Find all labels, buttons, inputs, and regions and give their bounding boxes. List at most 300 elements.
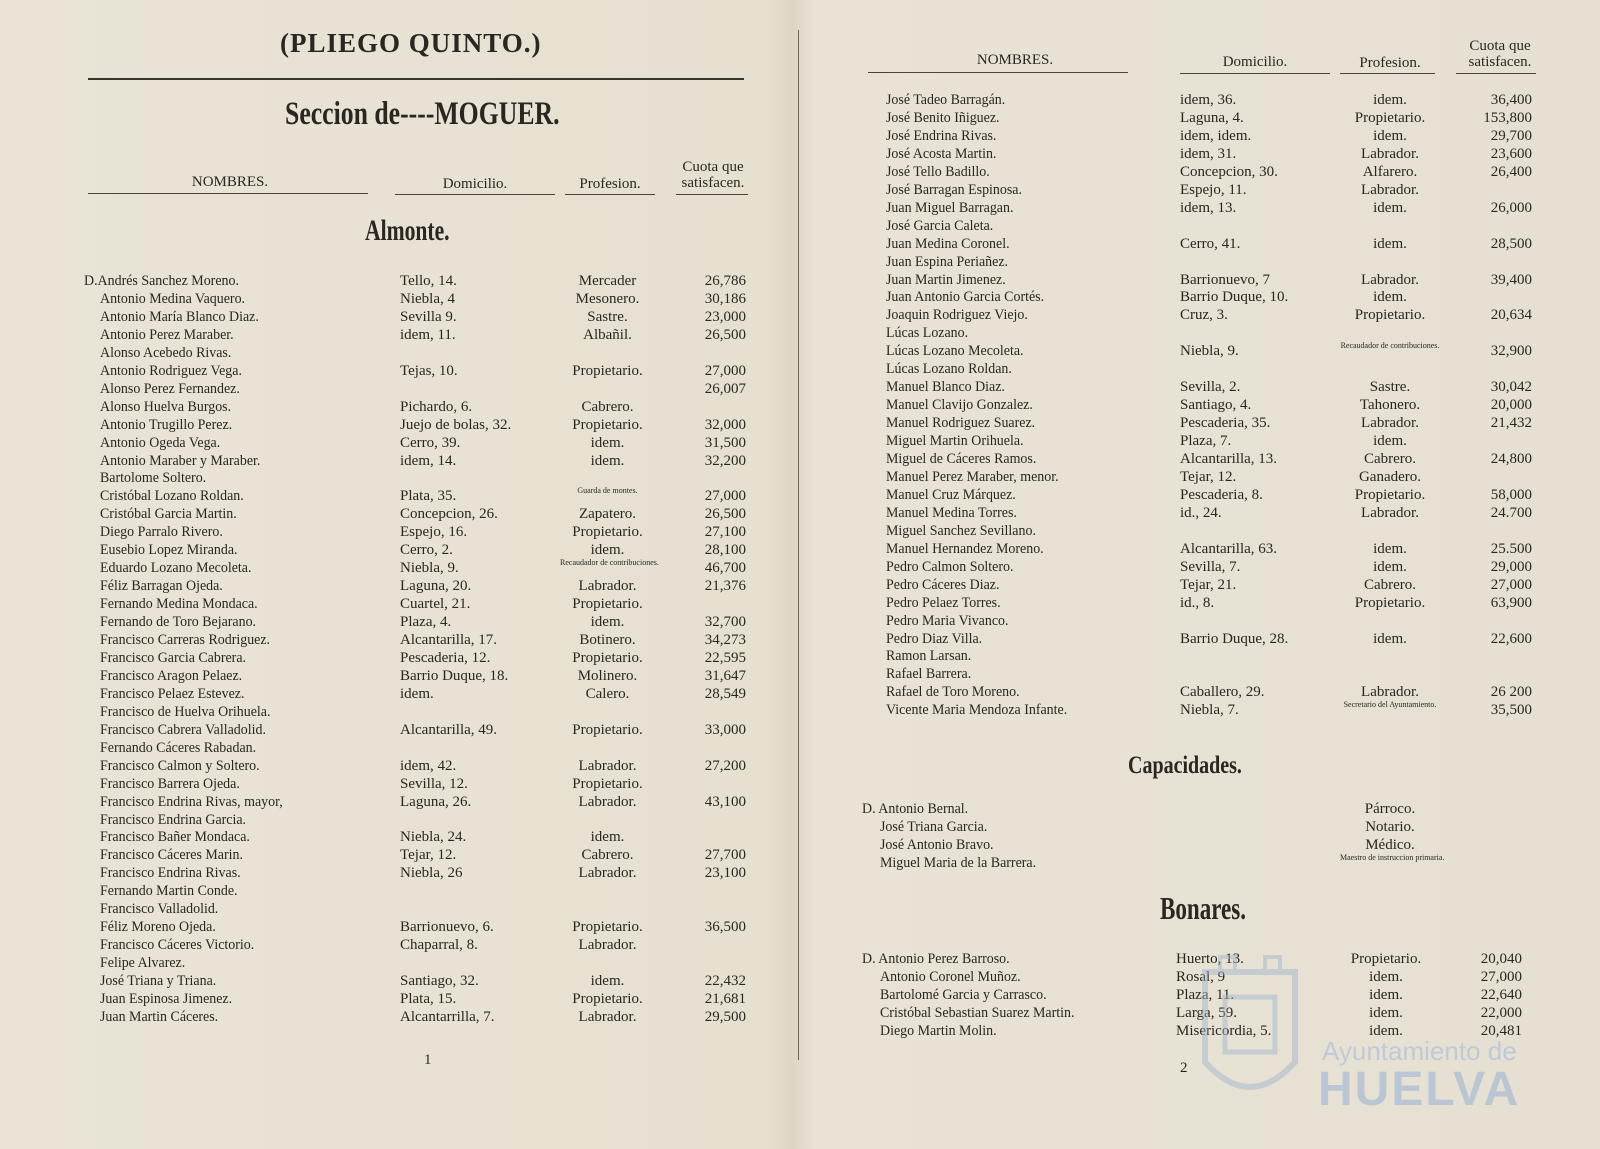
row-profesion: Propietario. — [572, 416, 643, 433]
row-name: Juan Antonio Garcia Cortés. — [886, 289, 1045, 306]
row-name: Pedro Diaz Villa. — [886, 630, 983, 647]
row-domicilio: Alcantarilla, 17. — [400, 632, 498, 648]
row-cuota: 21,376 — [704, 578, 746, 595]
row-profesion: idem. — [1373, 235, 1407, 252]
row-cuota: 26,786 — [704, 273, 746, 289]
row-domicilio: idem, 36. — [1180, 92, 1237, 108]
header-underline — [1456, 73, 1536, 74]
row-domicilio: Barrio Duque, 10. — [1180, 289, 1289, 306]
row-name: Joaquin Rodriguez Viejo. — [886, 307, 1028, 324]
row-cuota: 25.500 — [1490, 540, 1532, 557]
row-name: Manuel Medina Torres. — [886, 504, 1017, 521]
row-domicilio: Espejo, 11. — [1180, 181, 1247, 198]
row-domicilio: Tejar, 12. — [1180, 468, 1237, 485]
header-underline — [868, 72, 1128, 73]
row-domicilio: Cruz, 3. — [1180, 307, 1228, 324]
row-domicilio: Pescaderia, 12. — [400, 649, 491, 666]
row-profesion: Propietario. — [572, 649, 643, 666]
row-profesion: Propietario. — [572, 596, 643, 613]
row-name: Féliz Barragan Ojeda. — [100, 578, 223, 595]
row-domicilio: Plata, 15. — [400, 991, 457, 1007]
watermark-shield-icon — [1195, 952, 1305, 1112]
row-profesion: Labrador. — [578, 757, 637, 774]
row-name: Francisco Bañer Mondaca. — [100, 829, 250, 846]
row-cuota: 36,500 — [704, 919, 746, 936]
page-number-right: 2 — [1180, 1060, 1188, 1076]
row-name: Francisco de Huelva Orihuela. — [100, 703, 271, 720]
row-profesion: Propietario. — [572, 991, 643, 1007]
header-rule — [88, 78, 744, 80]
row-profesion: Propietario. — [1354, 486, 1426, 503]
row-cuota: 30,042 — [1490, 379, 1532, 396]
row-domicilio: Rosal, 9 — [1176, 968, 1226, 985]
row-profesion: idem. — [1369, 986, 1403, 1003]
row-name: Antonio Coronel Muñoz. — [880, 968, 1021, 985]
row-cuota: 23,600 — [1490, 145, 1532, 162]
row-name: José Garcia Caleta. — [886, 217, 994, 234]
row-name: Francisco Endrina Rivas. — [100, 865, 241, 882]
row-name: Eduardo Lozano Mecoleta. — [100, 560, 252, 577]
row-cuota: 58,000 — [1490, 486, 1532, 503]
row-name: Rafael de Toro Moreno. — [886, 684, 1020, 701]
col-header-cuota-line1: Cuota que — [682, 159, 744, 175]
row-name: Cristóbal Lozano Roldan. — [100, 488, 244, 505]
row-name: Antonio Maraber y Maraber. — [100, 452, 261, 469]
row-cuota: 24,800 — [1490, 451, 1532, 467]
header-underline — [1180, 73, 1330, 74]
row-profesion: Labrador. — [1361, 181, 1419, 198]
row-cuota: 27,100 — [704, 524, 746, 541]
row-name: José Antonio Bravo. — [880, 836, 994, 853]
row-cuota: 21,681 — [704, 991, 746, 1007]
row-profesion: Molinero. — [577, 667, 638, 684]
row-cuota: 20,634 — [1490, 307, 1532, 324]
row-name: Pedro Pelaez Torres. — [886, 594, 1001, 611]
row-domicilio: Alcantarilla, 13. — [1180, 451, 1278, 467]
row-profesion: Propietario. — [572, 775, 643, 792]
row-profesion: idem. — [1369, 1004, 1403, 1021]
row-cuota: 153,800 — [1483, 109, 1532, 126]
row-domicilio: Alcantarilla, 49. — [400, 721, 498, 738]
row-cuota: 27,000 — [704, 488, 746, 505]
row-profesion: Sastre. — [587, 308, 628, 325]
row-name: D. Antonio Bernal. — [862, 801, 969, 817]
row-domicilio: Pichardo, 6. — [400, 398, 473, 415]
row-profesion: idem. — [590, 452, 625, 469]
row-domicilio: Santiago, 4. — [1180, 397, 1252, 414]
row-name: Antonio María Blanco Diaz. — [100, 308, 259, 325]
row-name: Alonso Acebedo Rivas. — [100, 344, 232, 361]
banner-title: (PLIEGO QUINTO.) — [280, 28, 542, 58]
row-profesion: idem. — [590, 614, 625, 631]
row-name: José Endrina Rivas. — [886, 127, 997, 144]
header-underline — [676, 194, 748, 195]
row-name: Pedro Calmon Soltero. — [886, 558, 1014, 575]
row-cuota: 43,100 — [704, 793, 746, 810]
row-name: Fernando de Toro Bejarano. — [100, 614, 257, 631]
row-domicilio: Tejar, 12. — [400, 847, 457, 864]
row-domicilio: Sevilla, 7. — [1180, 558, 1241, 575]
row-name: Fernando Cáceres Rabadan. — [100, 739, 257, 756]
row-domicilio: Barrio Duque, 18. — [400, 667, 509, 684]
row-name: Francisco Valladolid. — [100, 901, 219, 918]
row-cuota: 20,481 — [1480, 1022, 1522, 1039]
row-name: Fernando Medina Mondaca. — [100, 596, 258, 613]
row-domicilio: Laguna, 4. — [1180, 109, 1244, 126]
row-name: Francisco Pelaez Estevez. — [100, 685, 245, 702]
row-domicilio: Niebla, 26 — [400, 865, 463, 882]
row-profesion: Propietario. — [572, 721, 643, 738]
row-profesion: Labrador. — [1361, 271, 1419, 288]
row-domicilio: idem, 14. — [400, 452, 457, 469]
row-profesion: Labrador. — [1361, 504, 1419, 521]
row-name: Manuel Perez Maraber, menor. — [886, 468, 1059, 485]
row-profesion: Sastre. — [1369, 379, 1411, 396]
row-name: Rafael Barrera. — [886, 666, 972, 683]
row-domicilio: Laguna, 20. — [400, 578, 472, 595]
row-name: Juan Espinosa Jimenez. — [100, 991, 233, 1007]
row-cuota: 26,500 — [704, 506, 746, 523]
row-domicilio: Barrionuevo, 7 — [1180, 271, 1270, 288]
row-domicilio: id., 24. — [1180, 504, 1222, 521]
row-profesion: Cabrero. — [1363, 451, 1417, 467]
col-header-cuota-right — [1450, 38, 1550, 70]
row-name: Miguel Sanchez Sevillano. — [886, 522, 1036, 539]
row-cuota: 26,000 — [1490, 199, 1532, 216]
row-name: Antonio Medina Vaquero. — [100, 290, 246, 307]
row-name: Vicente Maria Mendoza Infante. — [886, 702, 1068, 719]
row-name: Diego Martin Molin. — [880, 1022, 997, 1039]
row-profesion: Mesonero. — [575, 290, 640, 307]
row-domicilio: Pescaderia, 35. — [1180, 415, 1271, 432]
row-cuota: 27,000 — [1490, 576, 1532, 593]
row-name: Francisco Cabrera Valladolid. — [100, 721, 266, 738]
watermark-line2: HUELVA — [1318, 1063, 1521, 1116]
row-cuota: 31,500 — [704, 434, 746, 451]
row-name: Antonio Trugillo Perez. — [100, 416, 233, 433]
page-fold — [798, 30, 799, 1060]
row-name: José Barragan Espinosa. — [886, 181, 1022, 198]
row-name: Juan Medina Coronel. — [886, 235, 1010, 252]
row-profesion: Mercader — [578, 273, 637, 289]
row-cuota: 27,000 — [704, 362, 746, 379]
row-cuota: 23,000 — [704, 308, 746, 325]
header-underline — [565, 194, 655, 195]
row-profesion: Labrador. — [1361, 684, 1419, 701]
row-cuota: 39,400 — [1490, 271, 1532, 288]
row-domicilio: Cuartel, 21. — [400, 596, 471, 613]
row-domicilio: Caballero, 29. — [1180, 684, 1265, 701]
row-profesion: Cabrero. — [581, 398, 634, 415]
row-name: D. Antonio Perez Barroso. — [862, 951, 1010, 967]
row-profesion: Propietario. — [1354, 594, 1426, 611]
row-domicilio: idem, 13. — [1180, 199, 1237, 216]
row-domicilio: Niebla, 4 — [400, 290, 455, 307]
col-header-cuota-line1: Cuota que — [1469, 38, 1531, 54]
row-profesion: Labrador. — [578, 937, 637, 954]
row-name: Lúcas Lozano Roldan. — [886, 361, 1012, 378]
row-name: José Benito Iñiguez. — [886, 109, 1000, 126]
row-name: Juan Espina Periañez. — [886, 253, 1009, 270]
row-cuota: 29,000 — [1490, 558, 1532, 575]
col-header-domicilio-right: Domicilio. — [1222, 54, 1288, 70]
row-name: Cristóbal Sebastian Suarez Martin. — [880, 1004, 1075, 1021]
row-profesion: Propietario. — [1350, 951, 1422, 967]
row-cuota: 32,900 — [1490, 343, 1532, 360]
row-cuota: 22,640 — [1480, 986, 1522, 1003]
row-cuota: 22,595 — [704, 649, 746, 666]
row-name: Féliz Moreno Ojeda. — [100, 919, 216, 936]
row-name: Eusebio Lopez Miranda. — [100, 542, 238, 559]
row-cuota: 22,600 — [1490, 630, 1532, 647]
row-profesion: Secretario del Ayuntamiento. — [1343, 700, 1437, 710]
row-name: Antonio Ogeda Vega. — [100, 434, 221, 451]
row-domicilio: Cerro, 2. — [400, 542, 453, 559]
row-name: Manuel Cruz Márquez. — [886, 486, 1016, 503]
row-domicilio: Huerto, 13. — [1176, 951, 1244, 967]
row-domicilio: Cerro, 41. — [1180, 235, 1241, 252]
row-domicilio: Juejo de bolas, 32. — [400, 416, 512, 433]
row-profesion: idem. — [1373, 540, 1407, 557]
row-domicilio: Tejar, 21. — [1180, 576, 1237, 593]
row-profesion: idem. — [1373, 433, 1407, 450]
row-name: José Acosta Martin. — [886, 145, 997, 162]
row-name: Miguel de Cáceres Ramos. — [886, 451, 1037, 467]
row-domicilio: Sevilla, 2. — [1180, 379, 1241, 396]
row-profesion: idem. — [1373, 127, 1407, 144]
row-profesion: Labrador. — [578, 1008, 637, 1025]
row-cuota: 22,432 — [704, 973, 746, 990]
col-header-cuota-line2: satisfacen. — [1468, 54, 1532, 70]
row-domicilio: idem, 31. — [1180, 145, 1237, 162]
capacidades-heading: Capacidades. — [1128, 752, 1242, 779]
row-name: José Tadeo Barragán. — [886, 92, 1006, 108]
row-cuota: 20,040 — [1480, 951, 1522, 967]
row-profesion: Propietario. — [1354, 109, 1426, 126]
col-header-nombres: NOMBRES. — [191, 174, 269, 190]
row-domicilio: Plaza, 4. — [400, 614, 452, 631]
row-domicilio: Tello, 14. — [400, 273, 457, 289]
row-domicilio: id., 8. — [1180, 594, 1215, 611]
row-cuota: 33,000 — [704, 721, 746, 738]
row-cuota: 28,549 — [704, 685, 746, 702]
row-name: Fernando Martin Conde. — [100, 883, 238, 900]
row-profesion: Zapatero. — [578, 506, 637, 523]
row-cuota: 32,700 — [704, 614, 746, 631]
row-profesion: idem. — [590, 542, 625, 559]
row-cuota: 27,000 — [1480, 968, 1522, 985]
row-name: Diego Parralo Rivero. — [100, 524, 223, 541]
row-profesion: Labrador. — [1361, 145, 1419, 162]
row-name: Lúcas Lozano. — [886, 325, 969, 342]
row-name: Juan Martin Cáceres. — [100, 1008, 219, 1025]
row-cuota: 24.700 — [1490, 504, 1532, 521]
row-cuota: 29,700 — [1490, 127, 1532, 144]
row-domicilio: Niebla, 9. — [400, 560, 459, 577]
row-profesion: idem. — [1369, 968, 1403, 985]
header-underline — [88, 193, 368, 194]
row-profesion: Párroco. — [1364, 801, 1416, 817]
row-cuota: 26,007 — [704, 380, 746, 397]
row-domicilio: Niebla, 24. — [400, 829, 467, 846]
row-name: Francisco Endrina Garcia. — [100, 811, 247, 828]
row-name: Lúcas Lozano Mecoleta. — [886, 343, 1024, 360]
row-domicilio: Niebla, 9. — [1180, 343, 1239, 360]
row-profesion: Guarda de montes. — [577, 486, 638, 496]
col-header-profesion: Profesion. — [579, 176, 641, 192]
col-header-domicilio: Domicilio. — [442, 176, 508, 192]
watermark-line1: Ayuntamiento de — [1322, 1036, 1517, 1066]
row-domicilio: Laguna, 26. — [400, 793, 472, 810]
row-domicilio: Cerro, 39. — [400, 434, 461, 451]
row-name: Miguel Martin Orihuela. — [886, 433, 1024, 450]
row-name: Alonso Huelva Burgos. — [100, 398, 232, 415]
row-profesion: Labrador. — [1361, 415, 1419, 432]
row-name: Pedro Maria Vivanco. — [886, 612, 1009, 629]
row-cuota: 26 200 — [1490, 684, 1532, 701]
row-profesion: Labrador. — [578, 793, 637, 810]
row-name: Manuel Clavijo Gonzalez. — [886, 397, 1033, 414]
row-cuota: 32,000 — [704, 416, 746, 433]
row-cuota: 63,900 — [1490, 594, 1532, 611]
row-profesion: Cabrero. — [1363, 576, 1417, 593]
row-name: Francisco Carreras Rodriguez. — [100, 632, 271, 648]
row-domicilio: Larga, 59. — [1176, 1004, 1237, 1021]
row-profesion: idem. — [1373, 199, 1407, 216]
row-name: Francisco Cáceres Marin. — [100, 847, 243, 864]
row-cuota: 20,000 — [1490, 397, 1532, 414]
col-header-nombres-right: NOMBRES. — [976, 52, 1054, 68]
row-domicilio: Niebla, 7. — [1180, 702, 1239, 719]
row-name: Francisco Garcia Cabrera. — [100, 649, 247, 666]
row-profesion: idem. — [1373, 630, 1407, 647]
row-domicilio: Pescaderia, 8. — [1180, 486, 1263, 503]
row-name: Juan Miguel Barragan. — [886, 199, 1014, 216]
row-profesion: Recaudador de contribuciones. — [1340, 341, 1440, 351]
row-profesion: idem. — [1369, 1022, 1403, 1039]
row-name: Bartolome Soltero. — [100, 470, 207, 487]
row-name: Pedro Cáceres Diaz. — [886, 576, 1000, 593]
row-domicilio: idem. — [400, 685, 434, 702]
row-cuota: 30,186 — [704, 290, 746, 307]
row-domicilio: Alcantarrilla, 7. — [400, 1008, 495, 1025]
row-cuota: 22,000 — [1480, 1004, 1522, 1021]
row-domicilio: Santiago, 32. — [400, 973, 479, 990]
row-domicilio: Espejo, 16. — [400, 524, 468, 541]
row-name: Antonio Rodriguez Vega. — [100, 362, 242, 379]
row-domicilio: Concepcion, 30. — [1180, 163, 1278, 180]
row-name: Juan Martin Jimenez. — [886, 271, 1006, 288]
row-name: Francisco Cáceres Victorio. — [100, 937, 255, 954]
row-profesion: idem. — [1373, 558, 1407, 575]
col-header-cuota-line2: satisfacen. — [681, 175, 745, 191]
row-profesion: idem. — [1373, 289, 1407, 306]
row-name: José Triana Garcia. — [880, 818, 988, 835]
row-cuota: 28,500 — [1490, 235, 1532, 252]
row-cuota: 21,432 — [1490, 415, 1532, 432]
row-cuota: 23,100 — [704, 865, 746, 882]
row-domicilio: Plaza, 11. — [1176, 986, 1235, 1003]
row-domicilio: Plaza, 7. — [1180, 433, 1232, 450]
row-cuota: 27,200 — [704, 757, 746, 774]
row-domicilio: Plata, 35. — [400, 488, 457, 505]
row-domicilio: idem, 11. — [400, 326, 456, 343]
row-profesion: Botinero. — [579, 632, 636, 648]
row-name: Francisco Calmon y Soltero. — [100, 757, 260, 774]
header-underline — [1340, 73, 1435, 74]
town-heading-almonte: Almonte. — [365, 214, 450, 247]
row-cuota: 26,500 — [704, 326, 746, 343]
header-underline — [395, 194, 555, 195]
row-name: Antonio Perez Maraber. — [100, 326, 234, 343]
row-name: José Triana y Triana. — [100, 973, 217, 990]
row-name: José Tello Badillo. — [886, 163, 990, 180]
row-domicilio: idem, idem. — [1180, 127, 1252, 144]
col-header-profesion-right: Profesion. — [1359, 55, 1421, 71]
row-name: Francisco Aragon Pelaez. — [100, 667, 243, 684]
row-name: D.Andrés Sanchez Moreno. — [84, 273, 239, 289]
row-profesion: Alfarero. — [1362, 163, 1418, 180]
row-name: Ramon Larsan. — [886, 648, 972, 665]
row-profesion: idem. — [590, 829, 625, 846]
row-cuota: 32,200 — [704, 452, 746, 469]
row-name: Miguel Maria de la Barrera. — [880, 854, 1037, 871]
row-name: Alonso Perez Fernandez. — [100, 380, 240, 397]
row-cuota: 27,700 — [704, 847, 746, 864]
row-profesion: Labrador. — [578, 578, 637, 595]
row-domicilio: Sevilla, 12. — [400, 775, 468, 792]
row-name: Francisco Endrina Rivas, mayor, — [100, 793, 283, 810]
row-cuota: 26,400 — [1490, 163, 1532, 180]
row-name: Manuel Blanco Diaz. — [886, 379, 1005, 396]
row-cuota: 34,273 — [704, 632, 746, 648]
row-domicilio: Barrio Duque, 28. — [1180, 630, 1289, 647]
row-profesion: Maestro de instruccion primaria. — [1340, 852, 1445, 862]
row-profesion: idem. — [1373, 92, 1407, 108]
row-profesion: Cabrero. — [581, 847, 634, 864]
row-profesion: Labrador. — [578, 865, 637, 882]
row-profesion: idem. — [590, 973, 625, 990]
row-domicilio: Chaparral, 8. — [400, 937, 478, 954]
row-name: Manuel Hernandez Moreno. — [886, 540, 1044, 557]
row-domicilio: Tejas, 10. — [400, 362, 458, 379]
row-cuota: 29,500 — [704, 1008, 746, 1025]
row-name: Bartolomé Garcia y Carrasco. — [880, 986, 1047, 1003]
row-name: Cristóbal Garcia Martin. — [100, 506, 237, 523]
row-profesion: Notario. — [1365, 818, 1415, 835]
col-header-cuota — [668, 159, 758, 191]
row-name: Manuel Rodriguez Suarez. — [886, 415, 1036, 432]
row-profesion: Ganadero. — [1358, 468, 1422, 485]
row-domicilio: Concepcion, 26. — [400, 506, 498, 523]
row-profesion: Propietario. — [572, 362, 643, 379]
page-number-left: 1 — [424, 1052, 432, 1068]
row-profesion: Propietario. — [572, 919, 643, 936]
row-domicilio: Barrionuevo, 6. — [400, 919, 494, 936]
row-profesion: Propietario. — [572, 524, 643, 541]
row-profesion: Tahonero. — [1359, 397, 1421, 414]
row-profesion: idem. — [590, 434, 625, 451]
section-title: Seccion de----MOGUER. — [285, 96, 560, 132]
row-name: Francisco Barrera Ojeda. — [100, 775, 240, 792]
row-profesion: Calero. — [585, 685, 630, 702]
row-profesion: Propietario. — [1354, 307, 1426, 324]
row-domicilio: idem, 42. — [400, 757, 457, 774]
row-name: Felipe Alvarez. — [100, 955, 186, 972]
row-profesion: Médico. — [1365, 836, 1415, 853]
row-domicilio: Sevilla 9. — [400, 308, 457, 325]
row-cuota: 46,700 — [704, 560, 746, 577]
